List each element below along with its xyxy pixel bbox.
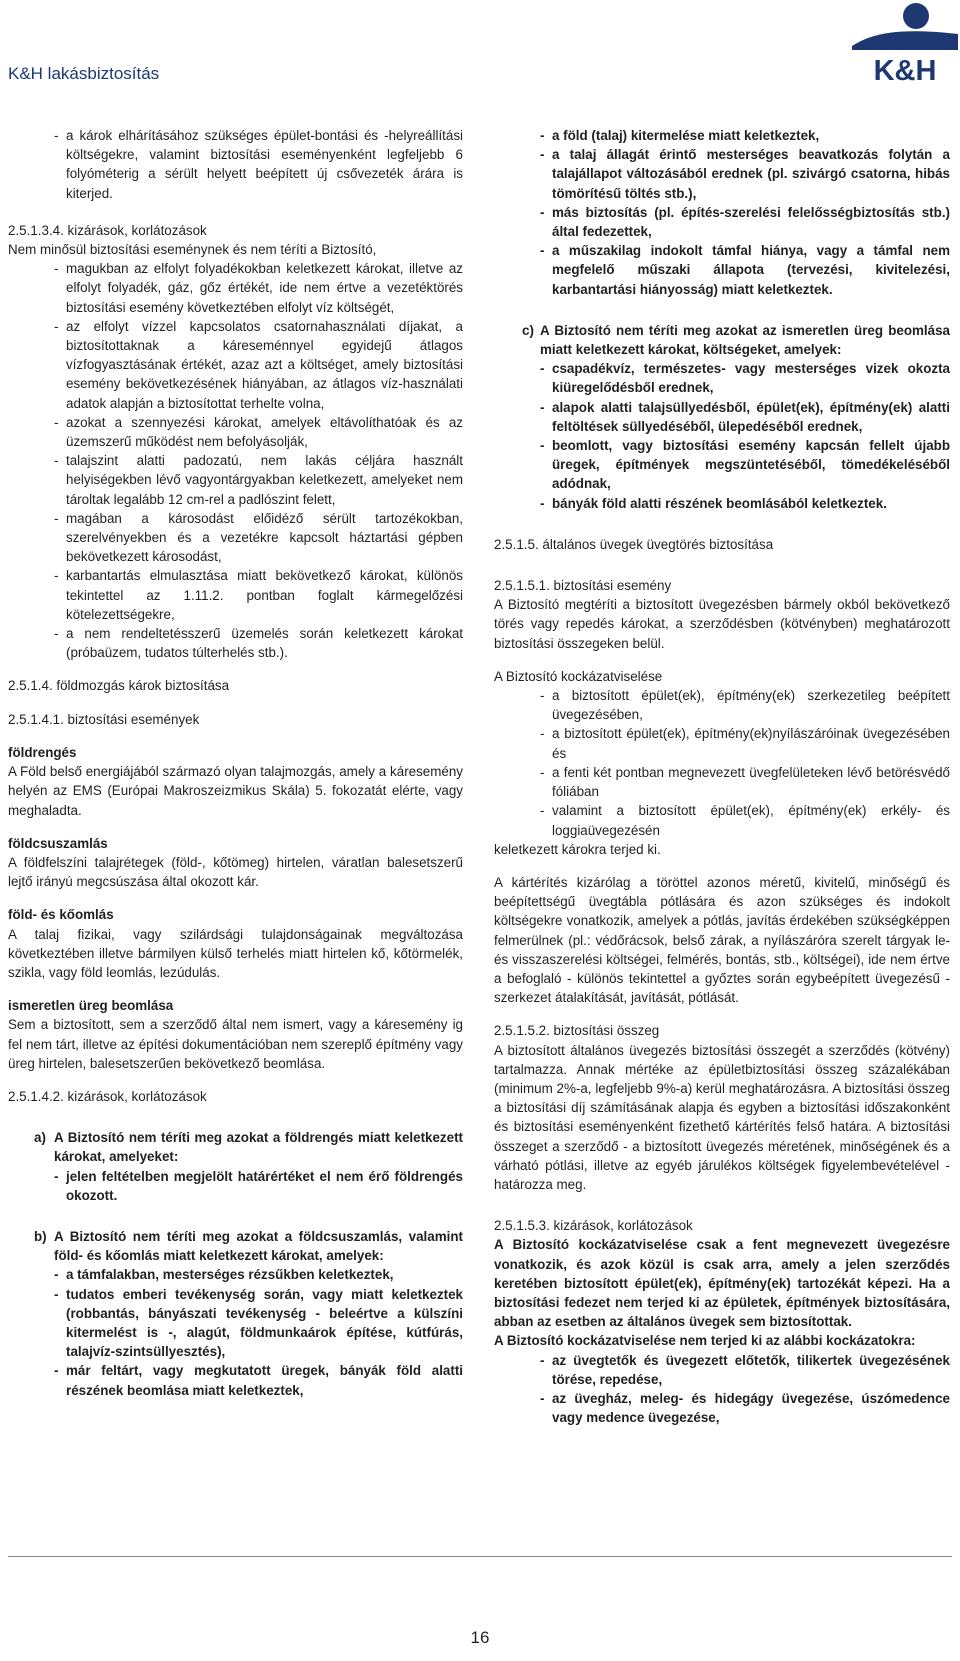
- list-item: - a fenti két pontban megnevezett üvegfelületeken lévő betörésvédő fóliában: [540, 763, 950, 801]
- right-top-bullets: [540, 126, 950, 299]
- kh-logo: [852, 2, 958, 84]
- paragraph: keletkezett károkra terjed ki.: [494, 841, 661, 857]
- list-item: - a talaj állagát érintő mesterséges beavatkozás folytán a talajállapot változásából erednek (pl. szivárgó csatorna, hibás tömörítésű töltés stb.),: [540, 145, 950, 203]
- section-heading: 2.5.1.4.2. kizárások, korlátozások: [8, 1088, 207, 1104]
- paragraph: A Biztosító kockázatviselése nem terjed ki az alábbi kockázatokra:: [494, 1333, 916, 1349]
- section-heading: 2.5.1.4.1. biztosítási események: [8, 711, 200, 727]
- clause-c: [494, 321, 950, 513]
- section-heading: 2.5.1.4. földmozgás károk biztosítása: [8, 678, 230, 694]
- paragraph: A kártérítés kizárólag a töröttel azonos méretű, kivitelű, minőségű és beépítettségű üvegtábla pótlására és azon szükséges és indokolt költségekre vonatkozik, amelyek a pótlás, javítás érdekében szükségképpen felmerülnek (pl.: védőrácsok, belső zárak, a nyílászáróra szerelt tárgyak le- és visszaszerelési költségei, felmérés, bontás, stb., költségei), ide nem értve a befoglaló - különös tekintettel a győztes során egybeépített üvegezésű - szerkezet átalakítását, javítását, pótlását.: [494, 874, 950, 1006]
- list-item: - csapadékvíz, természetes- vagy mesterséges vizek okozta kiüregelődésből erednek,: [540, 359, 950, 397]
- clause-a: [8, 1128, 463, 1205]
- list-item: - a biztosított épület(ek), építmény(ek) szerkezetileg beépített üvegezésében,: [540, 686, 950, 724]
- intro-bullets: [54, 126, 463, 203]
- paragraph: A talaj fizikai, vagy szilárdsági tulajdonságainak megváltozása következtében illetve bármilyen külső terhelés miatt hirtelen kő, kőtörmelék, szikla, vagy föld leomlás, lezúdulás.: [8, 926, 463, 980]
- list-item: - a nem rendeltetésszerű üzemelés során keletkezett károkat (próbaüzem, tudatos túlterhelés stb.).: [54, 624, 463, 662]
- paragraph: A biztosított általános üvegezés biztosítási összegét a szerződés (kötvény) tartalmazza. Annak mértéke az épületbiztosítási összeg százalékában (minimum 2%-a, legfeljebb 9%-a) kerül meghatározásra. A biztosítási összeg a biztosítási díj számításának alapja és egyben a biztosítási időszakonként és biztosítási eseményenként fizethető kártérítés felső határa. A biztosítási összeget a szerződő - a biztosított üvegezés méretének, minőségének és a várható pótlási, illetve az egyéb járulékos költségek figyelembevételével - határozza meg.: [494, 1042, 950, 1192]
- list-item: - az üvegház, meleg- és hidegágy üvegezése, úszómedence vagy medence üvegezése,: [540, 1389, 950, 1427]
- section-heading: 2.5.1.5. általános üvegek üvegtörés biztosítása: [494, 536, 774, 552]
- paragraph: A Biztosító nem téríti meg azokat a földcsuszamlás, valamint föld- és kőomlás miatt keletkezett károkat, amelyek:: [54, 1228, 463, 1264]
- list-item: - jelen feltételben megjelölt határértéket el nem érő földrengés okozott.: [54, 1167, 463, 1205]
- clause-letter: c): [522, 322, 534, 338]
- paragraph: A földfelszíni talajrétegek (föld-, kőtömeg) hirtelen, váratlan balesetszerű lejtő irányú megcsúszása által okozott kár.: [8, 854, 463, 890]
- clause-b: [8, 1227, 463, 1400]
- page-number: 16: [470, 1628, 490, 1647]
- list-item: - magában a károsodást előidéző sérült tartozékokban, szerelvényekben és a vezetékre kapcsolt háztartási gépben bekövetkezett károsodást,: [54, 509, 463, 567]
- left-column: [8, 126, 463, 1400]
- list-item: - tudatos emberi tevékenység során, vagy miatt keletkeztek (robbantás, bányászati tevékenység - beleértve a külszíni kitermelést is -, alagút, földmunkaárok építése, kútfúrás, talajvíz-szintsüllyesztés),: [54, 1285, 463, 1362]
- section-heading: 2.5.1.5.3. kizárások, korlátozások: [494, 1218, 693, 1234]
- clause-letter: b): [34, 1228, 47, 1244]
- clause-c-bullets: [540, 359, 950, 513]
- list-item: - talajszint alatti padozatú, nem lakás céljára használt helyiségekben lévő vagyontárgyakban keletkezett, amelyeket nem tároltak legalább 12 cm-rel a padlószint felett,: [54, 451, 463, 509]
- paragraph: A Biztosító kockázatviselése csak a fent megnevezett üvegezésre vonatkozik, és azok közül is csak arra, amely a jelen szerződés keretében biztosított épület(ek), építmény(ek) tartozékát képezi. Ha a biztosítási fedezet nem terjed ki az épületek, építmények biztosítására, abban az esetben az általános üvegek sem biztosítottak.: [494, 1237, 950, 1330]
- list-item: - magukban az elfolyt folyadékokban keletkezett károkat, illetve az elfolyt folyadék, gáz, gőz értékét, ide nem értve a vezetéktörés biztosítási esemény következtében elfolyt víz költségét,: [54, 259, 463, 317]
- list-item: - az üvegtetők és üvegezett előtetők, tilikertek üvegezésének törése, repedése,: [540, 1351, 950, 1389]
- list-item: - bányák föld alatti részének beomlásából keletkeztek.: [540, 494, 950, 513]
- subsection-title: földrengés: [8, 744, 77, 760]
- list-item: - azokat a szennyezési károkat, amelyek eltávolíthatóak és az üzemszerű működést nem befolyásolják,: [54, 413, 463, 451]
- section-heading: 2.5.1.5.2. biztosítási összeg: [494, 1023, 660, 1039]
- list-item: - a föld (talaj) kitermelése miatt keletkeztek,: [540, 126, 950, 145]
- list-item: - a károk elhárításához szükséges épület-bontási és -helyreállítási költségekre, valamint biztosítási eseményenként legfeljebb 6 folyóméterig a sérült helyett beépített új csővezeték árára is kiterjed.: [54, 126, 463, 203]
- clause-a-bullets: [54, 1167, 463, 1205]
- coverage-bullets: [540, 686, 950, 840]
- list-item: - már feltárt, vagy megkutatott üregek, bányák föld alatti részének beomlása miatt keletkeztek,: [54, 1361, 463, 1399]
- footer-divider: [8, 1556, 952, 1557]
- subsection-title: ismeretlen üreg beomlása: [8, 998, 174, 1014]
- list-item: - karbantartás elmulasztása miatt bekövetkező károkat, különös tekintettel az 1.11.2. pontban foglalt kármegelőzési kötelezettségekre,: [54, 566, 463, 624]
- logo-text: K&H: [873, 55, 937, 84]
- clause-letter: a): [34, 1130, 46, 1146]
- section-heading: 2.5.1.5.1. biztosítási esemény: [494, 578, 672, 594]
- paragraph: A Biztosító kockázatviselése: [494, 668, 663, 684]
- section-heading: 2.5.1.3.4. kizárások, korlátozások: [8, 222, 207, 238]
- document-title: K&H lakásbiztosítás: [8, 64, 160, 83]
- list-item: - beomlott, vagy biztosítási esemény kapcsán fellelt újabb üregek, építmények megszüntetéséből, tömedékeléséből adódnak,: [540, 436, 950, 494]
- list-item: - az elfolyt vízzel kapcsolatos csatornahasználati díjakat, a biztosítottaknak a káreseménnyel egyidejű átlagos vízfogyasztásának értékét, azaz azt a költséget, amely biztosítási esemény bekövetkezésének hiányában, az átlagos víz-használati adatok alapján a biztosítottat terhelte volna,: [54, 317, 463, 413]
- kh-logo-icon: [852, 2, 958, 84]
- exclusion-bullets: [54, 259, 463, 662]
- subsection-title: földcsuszamlás: [8, 835, 108, 851]
- right-column: [494, 126, 950, 1427]
- list-item: - más biztosítás (pl. építés-szerelési felelősségbiztosítás stb.) által fedezettek,: [540, 203, 950, 241]
- list-item: - alapok alatti talajsüllyedésből, épület(ek), építmény(ek) alatti feltöltések süllyedéséből, ülepedéséből erednek,: [540, 398, 950, 436]
- list-item: - valamint a biztosított épület(ek), építmény(ek) erkély- és loggiaüvegezésén: [540, 801, 950, 839]
- paragraph: A Biztosító nem téríti meg azokat az ismeretlen üreg beomlása miatt keletkezett károkat, költségeket, amelyek:: [540, 322, 950, 358]
- list-item: - a támfalakban, mesterséges rézsűkben keletkeztek,: [54, 1265, 463, 1284]
- clause-b-bullets: [54, 1265, 463, 1399]
- paragraph: A Biztosító nem téríti meg azokat a földrengés miatt keletkezett károkat, amelyeket:: [54, 1130, 463, 1165]
- subsection-title: föld- és kőomlás: [8, 907, 114, 923]
- exclusion-bullets: [540, 1351, 950, 1428]
- list-item: - a biztosított épület(ek), építmény(ek)nyílászáróinak üvegezésében és: [540, 724, 950, 762]
- paragraph: Sem a biztosított, sem a szerződő által nem ismert, vagy a káresemény ig fel nem tárt, illetve az építési dokumentációban nem szereplő építmény vagy üreg hirtelen, balesetszerűen bekövetkező beomlása.: [8, 1017, 463, 1071]
- paragraph: A Biztosító megtéríti a biztosított üvegezésben bármely okból bekövetkező törés vagy repedés károkat, a szerződésben (kötvényben) meghatározott biztosítási összegeken belül.: [494, 597, 950, 651]
- paragraph: Nem minősül biztosítási eseménynek és nem téríti a Biztosító,: [8, 242, 377, 258]
- list-item: - a műszakilag indokolt támfal hiánya, vagy a támfal nem megfelelő műszaki állapota (tervezési, kivitelezési, karbantartási hiányosság) miatt keletkeztek.: [540, 241, 950, 299]
- paragraph: A Föld belső energiájából származó olyan talajmozgás, amely a káresemény helyén az EMS (Európai Makroszeizmikus Skála) 5. fokozatát elérte, vagy meghaladta.: [8, 764, 463, 818]
